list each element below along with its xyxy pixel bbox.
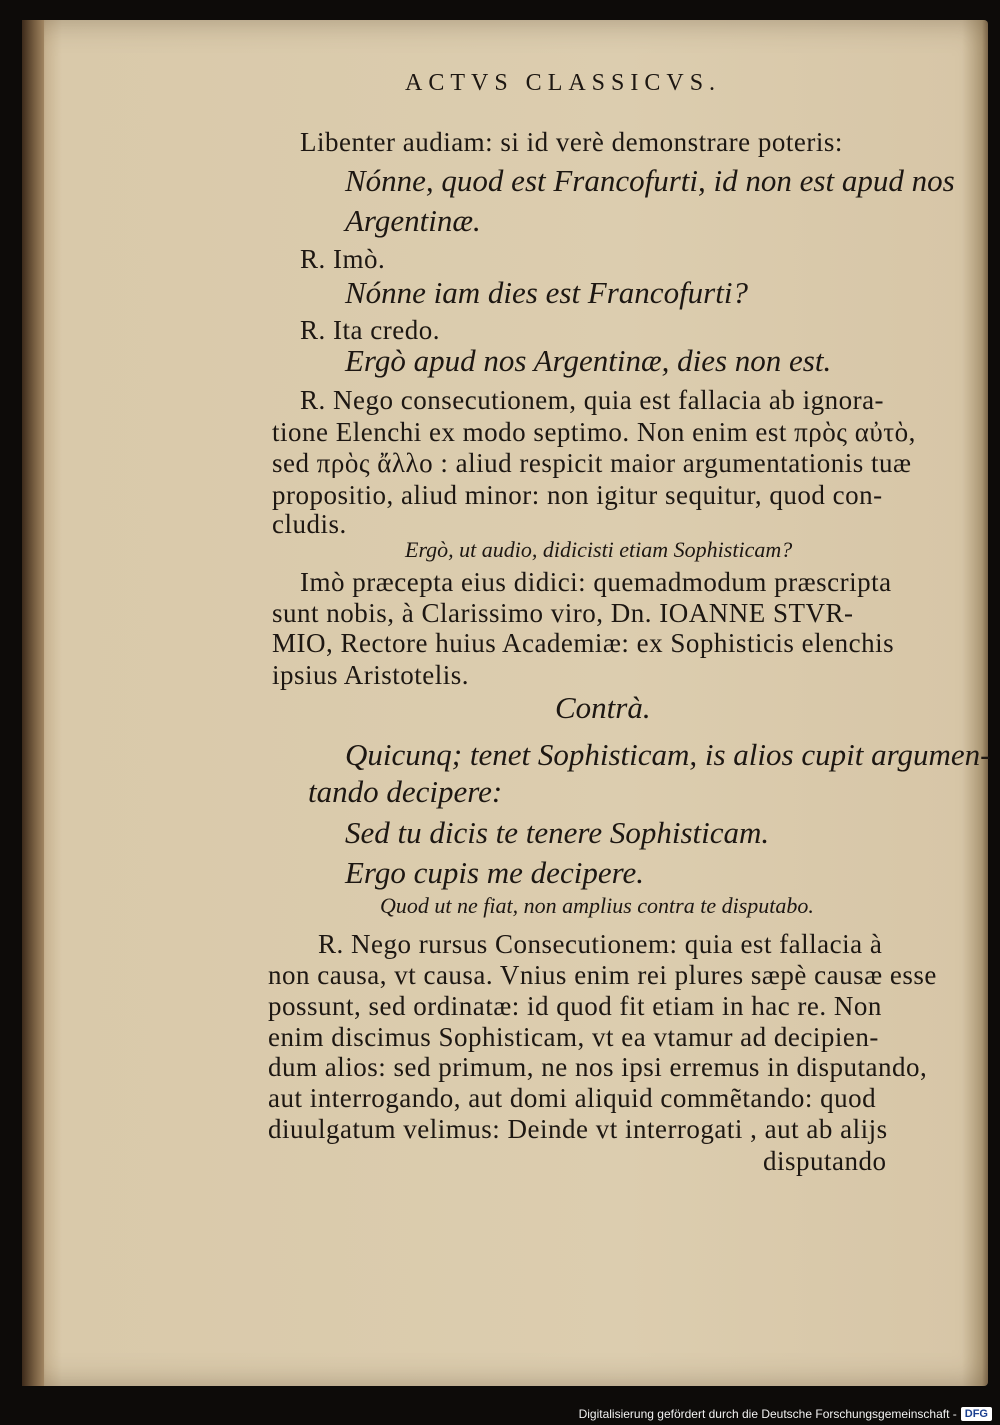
text-line: cludis. [272, 509, 347, 539]
text-line: tione Elenchi ex modo septimo. Non enim est πρὸς αὐτὸ, [272, 417, 916, 447]
text-line: Quod ut ne fiat, non amplius contra te disputabo. [380, 893, 814, 918]
text-line: non causa, vt causa. Vnius enim rei plures sæpè causæ esse [268, 960, 937, 990]
text-line: R. Nego consecutionem, quia est fallacia ab ignora- [300, 385, 885, 415]
text-line: Sed tu dicis te tenere Sophisticam. [345, 815, 770, 850]
text-line: Imò præcepta eius didici: quemadmodum præscripta [300, 567, 892, 597]
text-line: diuulgatum velimus: Deinde vt interrogati , aut ab alijs [268, 1114, 888, 1144]
text-line: R. Nego rursus Consecutionem: quia est fallacia à [318, 929, 883, 959]
text-line: Argentinæ. [345, 203, 481, 238]
dfg-logo: DFG [961, 1407, 992, 1421]
text-line: R. Ita credo. [300, 315, 440, 345]
text-line: aut interrogando, aut domi aliquid commẽtando: quod [268, 1083, 877, 1113]
text-line: Contrà. [555, 690, 651, 725]
text-line: R. Imò. [300, 244, 386, 274]
credit-text: Digitalisierung gefördert durch die Deutsche Forschungsgemeinschaft - [578, 1407, 957, 1421]
text-line: ipsius Aristotelis. [272, 660, 470, 690]
text-line: Nónne, quod est Francofurti, id non est apud nos [345, 163, 955, 198]
text-line: disputando [763, 1146, 887, 1176]
text-line: sed πρὸς ἄλλο : aliud respicit maior argumentationis tuæ [272, 448, 912, 478]
text-line: MIO, Rectore huius Academiæ: ex Sophisticis elenchis [272, 628, 895, 658]
text-line: sunt nobis, à Clarissimo viro, Dn. IOANNE STVR- [272, 598, 854, 628]
text-line: Ergò apud nos Argentinæ, dies non est. [345, 343, 832, 378]
text-line: Ergo cupis me decipere. [345, 855, 644, 890]
text-line: Libenter audiam: si id verè demonstrare poteris: [300, 127, 843, 157]
text-line: tando decipere: [308, 774, 503, 809]
running-header: ACTVS CLASSICVS. [405, 70, 722, 96]
text-line: dum alios: sed primum, ne nos ipsi erremus in disputando, [268, 1052, 928, 1082]
text-line: Ergò, ut audio, didicisti etiam Sophisticam? [405, 537, 793, 562]
text-line: propositio, aliud minor: non igitur sequitur, quod con- [272, 480, 883, 510]
digitization-credit [579, 1407, 992, 1421]
text-line: enim discimus Sophisticam, vt ea vtamur ad decipien- [268, 1022, 879, 1052]
text-line: possunt, sed ordinatæ: id quod fit etiam in hac re. Non [268, 991, 882, 1021]
text-line: Quicunq; tenet Sophisticam, is alios cupit argumen- [345, 737, 991, 772]
text-line: Nónne iam dies est Francofurti? [345, 275, 748, 310]
